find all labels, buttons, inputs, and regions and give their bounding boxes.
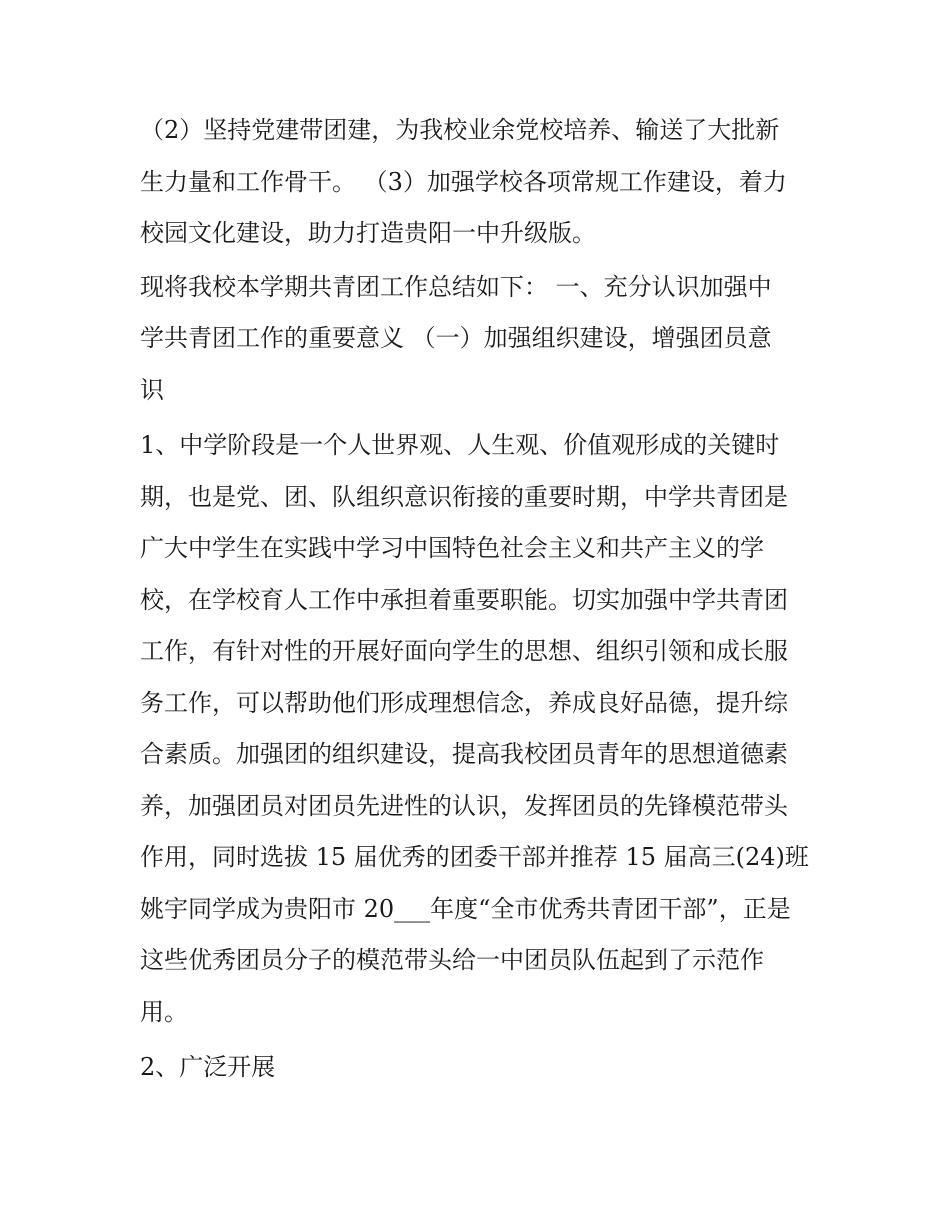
text-line: 现将我校本学期共青团工作总结如下： 一、充分认识加强中	[140, 272, 772, 301]
text-line: 合素质。加强团的组织建设，提高我校团员青年的思想道德素	[140, 740, 788, 768]
text-line: 用。	[140, 997, 188, 1026]
text-line: 生力量和工作骨干。 （3）加强学校各项常规工作建设，着力	[140, 167, 787, 196]
paragraph-1	[140, 105, 812, 260]
text-line: 作用，同时选拔 15 届优秀的团委干部并推荐 15 届高三(24)班	[140, 843, 809, 871]
text-line: （2）坚持党建带团建，为我校业余党校培养、输送了大批新	[140, 116, 780, 144]
text-line: 识	[140, 375, 164, 404]
text-line: 务工作，可以帮助他们形成理想信念，养成良好品德，提升综	[140, 688, 788, 717]
paragraph-2	[140, 262, 812, 417]
text-line: 校园文化建设，助力打造贵阳一中升级版。	[140, 219, 596, 247]
text-line: 工作，有针对性的开展好面向学生的思想、组织引领和成长服	[140, 637, 788, 665]
paragraph-3	[140, 420, 812, 1038]
text-line: 姚宇同学成为贵阳市 20___年度“全市优秀共青团干部”，正是	[140, 894, 791, 923]
document-body	[140, 105, 812, 1094]
text-line: 校，在学校育人工作中承担着重要职能。切实加强中学共青团	[140, 585, 788, 614]
text-line: 期，也是党、团、队组织意识衔接的重要时期，中学共青团是	[140, 482, 788, 511]
text-line: 这些优秀团员分子的模范带头给一中团员队伍起到了示范作	[140, 946, 764, 974]
text-line: 学共青团工作的重要意义 （一）加强组织建设，增强团员意	[140, 324, 772, 352]
text-line: 2、广泛开展	[140, 1053, 276, 1081]
paragraph-4	[140, 1042, 812, 1094]
text-line: 广大中学生在实践中学习中国特色社会主义和共产主义的学	[140, 534, 764, 562]
text-line: 养，加强团员对团员先进性的认识，发挥团员的先锋模范带头	[140, 791, 788, 820]
text-line: 1、中学阶段是一个人世界观、人生观、价值观形成的关键时	[140, 431, 780, 459]
